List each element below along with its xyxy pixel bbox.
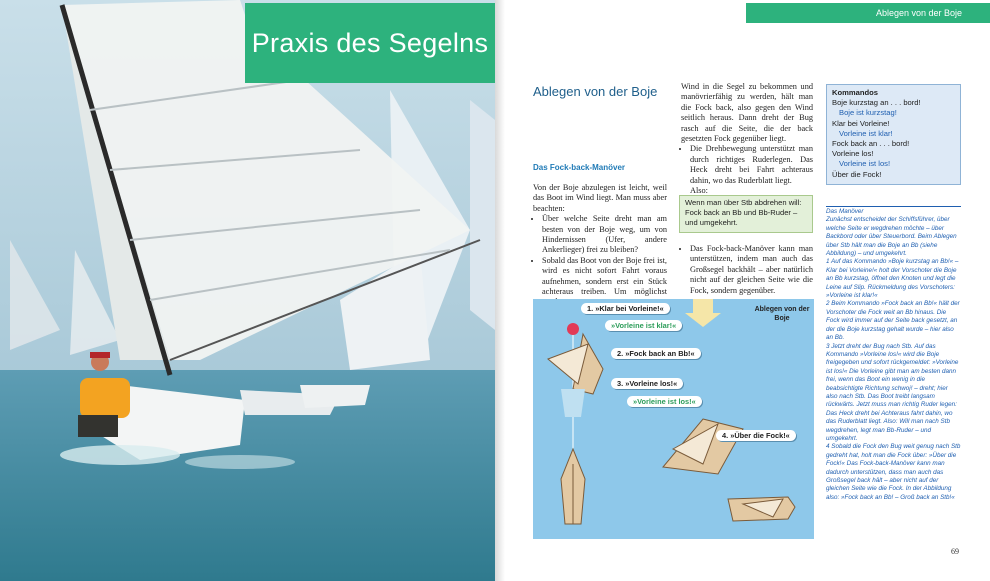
sidebar-step: 4 Sobald die Fock den Bug weit genug nach Stb gedreht hat, holt man die Fock über: »Über die Fock!« Das Fock-back-Manöver kann man dadurch unterstützen, dass man auch das Großsegel back hält – aber nicht auf der gleichen Seite wie die Fock. In der Abbildung also: »Fock back an Bb! – Groß back an Stb!« <box>826 443 961 501</box>
list-item: • Sobald das Boot von der Boje frei ist, wird es nicht sofort Fahrt voraus aufnehmen, sondern erst ein Stück achteraus treiben. Um möglichst <box>542 256 667 308</box>
running-header: Ablegen von der Boje <box>746 3 990 23</box>
sidebar-intro: Zunächst entscheidet der Schiffsführer, über welche Seite er wegdrehen möchte – über Backbord oder über Steuerbord. Beim Ablegen über Stb hält man die Boje an Bb (siehe Abbildung) – und umgekehrt. <box>826 216 957 258</box>
diagram-label: 4. »Über die Fock!« <box>716 430 796 441</box>
diagram-label: »Vorleine ist los!« <box>627 396 702 407</box>
text-column-2-bottom <box>681 244 813 296</box>
page-title: Ablegen von der Boje <box>533 84 658 99</box>
paragraph: Wind in die Segel zu bekommen und manövrierfähig zu werden, hält man die Fock back, also gegen den Wind seitlich heraus. Dann dreht der Bug rasch auf die Seite, die der back gesetzten Fock gegenüber liegt. <box>681 82 813 144</box>
diagram-label: 2. »Fock back an Bb!« <box>611 348 701 359</box>
command-line: Klar bei Vorleine! <box>832 118 890 128</box>
maneuver-sidebar <box>826 206 961 502</box>
intro-paragraph: Von der Boje abzulegen ist leicht, weil das Boot im Wind liegt. Man muss aber beachten: <box>533 183 667 213</box>
list-item: • Über welche Seite dreht man am besten von der Boje weg, um von Hindernissen (Ufer, andere Ankerlieger) frei zu bleiben? <box>542 214 667 256</box>
reply-line: Boje ist kurzstag! <box>839 108 897 118</box>
commands-box <box>826 84 961 185</box>
rule-highlight-box: Wenn man über Stb abdrehen will: Fock back an Bb und Bb-Ruder – und umgekehrt. <box>679 195 813 233</box>
commands-title: Kommandos <box>832 88 878 97</box>
page-gutter <box>495 0 505 581</box>
page-number: 69 <box>951 547 959 556</box>
diagram-label: 3. »Vorleine los!« <box>611 378 683 389</box>
command-line: Boje kurzstag an . . . bord! <box>832 98 921 108</box>
text-column-2-top <box>681 82 813 196</box>
sidebar-step: 2 Beim Kommando »Fock back an Bb!« hält der Vorschoter die Fock weit an Bb hinaus. Die Fock wird immer auf der Seite back gesetzt, an der die Boje kurzstag gehalt wurde – hier also an Bb. <box>826 300 960 342</box>
maneuver-diagram <box>533 299 814 539</box>
also-label: Also: <box>690 186 708 196</box>
list-item: • Das Fock-back-Manöver kann man unterstützen, indem man auch das Großsegel backhält – aber natürlich nicht auf der gleichen Seite wie die Fock, sondern gegenüber. <box>690 244 813 296</box>
command-line: Vorleine los! <box>832 149 874 159</box>
command-line: Über die Fock! <box>832 169 882 179</box>
diagram-title: Ablegen von der Boje <box>754 306 810 322</box>
list-item: • Die Drehbewegung unterstützt man durch richtiges Ruderlegen. Das Heck dreht bei Fahrt achteraus dahin, wo das Ruderblatt liegt. <box>690 144 813 186</box>
text-column-1 <box>533 183 667 308</box>
sub-heading: Das Fock-back-Manöver <box>533 163 626 172</box>
reply-line: Vorleine ist los! <box>839 159 891 169</box>
reply-line: Vorleine ist klar! <box>839 128 893 138</box>
sidebar-step: 1 Auf das Kommando »Boje kurzstag an Bb!« – Klar bei Vorleine!« holt der Vorschoter die Boje an Bb kurzstag, öffnet den Knoten und legt die Leine auf Slip. Rückmeldung des Vorschoters: »Vorleine ist klar!« <box>826 258 959 300</box>
diagram-label: »Vorleine ist klar!« <box>605 320 682 331</box>
chapter-title: Praxis des Segelns <box>245 3 495 83</box>
sidebar-step: 3 Jetzt dreht der Bug nach Stb. Auf das Kommando »Vorleine los!« wird die Boje freigegeben und sofort rückgemeldet: »Vorleine ist los!« Die Vorleine gibt man am besten dann frei, wenn das Boot ein wenig in die beabsichtigte Richtung schwoj! – dreht; hier also nach Stb. Das Boot treibt langsam rückwärts. Jetzt muss man richtig Ruder legen: Das Heck dreht bei Achteraus fahrt dahin, wo das Ruderblatt liegt. Also: Will man nach Stb wegdrehen, legt man Bb-Ruder – und umgekehrt. <box>826 342 959 442</box>
sidebar-title: Das Manöver <box>826 206 961 216</box>
command-line: Fock back an . . . bord! <box>832 139 910 149</box>
diagram-label: 1. »Klar bei Vorleine!« <box>581 303 670 314</box>
